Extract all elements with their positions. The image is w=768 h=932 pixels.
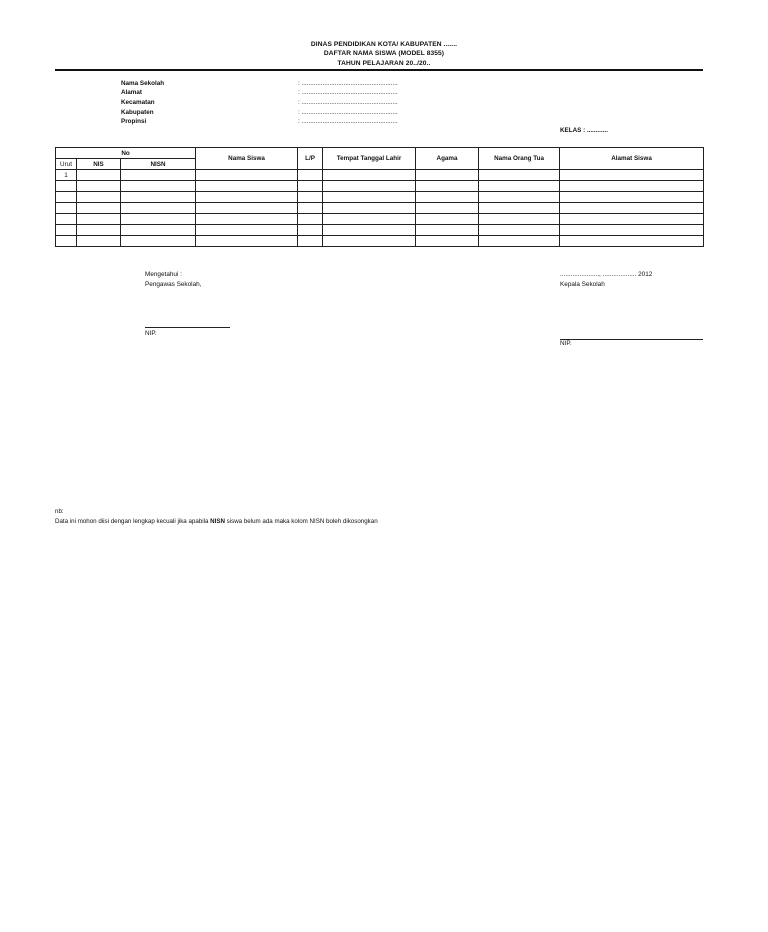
info-label-nama-sekolah: Nama Sekolah [121, 80, 165, 87]
table-cell[interactable] [479, 192, 560, 203]
col-nama-ortu: Nama Orang Tua [479, 148, 560, 170]
table-cell[interactable] [196, 192, 298, 203]
note-text-after: siswa belum ada maka kolom NISN boleh dikosongkan [224, 518, 378, 525]
table-cell[interactable] [560, 236, 704, 247]
table-cell[interactable] [121, 225, 196, 236]
col-nama-siswa: Nama Siswa [196, 148, 298, 170]
info-value-kabupaten: : ....................................................... [298, 109, 398, 116]
table-cell[interactable] [479, 170, 560, 181]
table-cell[interactable] [479, 236, 560, 247]
table-cell[interactable] [416, 236, 479, 247]
table-row[interactable] [56, 181, 704, 192]
note-text-bold: NISN [210, 518, 225, 525]
table-cell[interactable] [416, 170, 479, 181]
table-cell[interactable] [323, 225, 416, 236]
table-cell[interactable] [298, 170, 323, 181]
table-cell[interactable] [416, 203, 479, 214]
footer-left-signature-line [145, 327, 230, 328]
col-alamat: Alamat Siswa [560, 148, 704, 170]
col-urut: Urut [56, 159, 77, 170]
note-text-before: Data ini mohon diisi dengan lengkap kecuali jika apabila [55, 518, 211, 525]
header-line-3: TAHUN PELAJARAN 20../20.. [337, 60, 431, 67]
table-cell[interactable] [121, 192, 196, 203]
table-cell[interactable] [479, 203, 560, 214]
table-cell[interactable] [323, 170, 416, 181]
info-label-kecamatan: Kecamatan [121, 99, 155, 106]
kelas-label: KELAS : ............ [560, 127, 608, 134]
table-cell[interactable] [416, 181, 479, 192]
table-row[interactable] [56, 236, 704, 247]
note-label: nb: [55, 508, 64, 515]
table-cell[interactable] [56, 192, 77, 203]
table-cell[interactable] [196, 203, 298, 214]
table-cell[interactable] [323, 214, 416, 225]
table-cell[interactable] [560, 214, 704, 225]
table-cell[interactable] [77, 192, 121, 203]
table-row[interactable] [56, 214, 704, 225]
table-cell[interactable] [298, 192, 323, 203]
table-cell[interactable] [323, 181, 416, 192]
table-cell[interactable] [560, 225, 704, 236]
table-cell[interactable] [77, 203, 121, 214]
table-row[interactable] [56, 170, 704, 181]
table-cell[interactable] [196, 236, 298, 247]
table-cell[interactable] [56, 236, 77, 247]
table-cell[interactable] [77, 170, 121, 181]
info-label-alamat: Alamat [121, 89, 142, 96]
info-value-kecamatan: : ....................................................... [298, 99, 398, 106]
table-row[interactable] [56, 203, 704, 214]
table-cell[interactable] [196, 214, 298, 225]
footer-pengawas: Pengawas Sekolah, [145, 281, 202, 288]
table-cell[interactable] [56, 214, 77, 225]
footer-right-nip: NIP. [560, 340, 572, 347]
table-cell[interactable] [416, 225, 479, 236]
table-cell[interactable] [560, 170, 704, 181]
table-cell[interactable] [56, 225, 77, 236]
info-value-propinsi: : ....................................................... [298, 118, 398, 125]
table-cell[interactable] [323, 192, 416, 203]
footer-kepala-sekolah: Kepala Sekolah [560, 281, 605, 288]
header-rule [55, 69, 703, 71]
table-row[interactable] [56, 192, 704, 203]
table-header-row [56, 148, 704, 159]
table-cell[interactable] [323, 236, 416, 247]
table-cell[interactable] [560, 203, 704, 214]
info-value-nama-sekolah: : ....................................................... [298, 80, 398, 87]
table-cell[interactable] [479, 225, 560, 236]
footer-right-signature-line [560, 339, 703, 340]
table-cell[interactable] [56, 181, 77, 192]
table-cell[interactable] [56, 203, 77, 214]
header-line-1: DINAS PENDIDIKAN KOTA/ KABUPATEN ....... [310, 41, 458, 48]
table-cell[interactable] [121, 170, 196, 181]
table-cell[interactable] [77, 225, 121, 236]
table-cell[interactable] [77, 181, 121, 192]
table-cell[interactable] [298, 181, 323, 192]
info-value-alamat: : ....................................................... [298, 89, 398, 96]
student-table [55, 147, 704, 247]
table-cell[interactable] [121, 214, 196, 225]
info-label-kabupaten: Kabupaten [121, 109, 154, 116]
table-cell[interactable] [121, 236, 196, 247]
table-row[interactable] [56, 225, 704, 236]
footer-left-nip: NIP. [145, 330, 157, 337]
col-no: No [56, 148, 196, 159]
col-lp: L/P [298, 148, 323, 170]
footer-mengetahui: Mengetahui : [145, 271, 182, 278]
table-cell[interactable] [560, 181, 704, 192]
col-nisn: NISN [121, 159, 196, 170]
table-cell[interactable] [298, 203, 323, 214]
note-text [55, 518, 378, 525]
table-cell[interactable] [479, 214, 560, 225]
table-cell[interactable] [298, 214, 323, 225]
table-cell[interactable] [196, 181, 298, 192]
col-nis: NIS [77, 159, 121, 170]
table-cell[interactable] [298, 225, 323, 236]
info-label-propinsi: Propinsi [121, 118, 147, 125]
col-ttl: Tempat Tanggal Lahir [323, 148, 416, 170]
footer-date: ......................, ................... 2012 [560, 271, 653, 278]
table-cell[interactable] [121, 203, 196, 214]
table-cell[interactable] [298, 236, 323, 247]
table-cell[interactable] [416, 192, 479, 203]
table-cell[interactable] [560, 192, 704, 203]
table-cell[interactable] [77, 236, 121, 247]
table-cell[interactable] [196, 170, 298, 181]
table-cell[interactable] [196, 225, 298, 236]
table-cell[interactable] [77, 214, 121, 225]
table-cell[interactable] [479, 181, 560, 192]
header-line-2: DAFTAR NAMA SISWA (MODEL 8355) [323, 50, 445, 57]
col-agama: Agama [416, 148, 479, 170]
table-cell[interactable] [121, 181, 196, 192]
table-cell[interactable] [416, 214, 479, 225]
table-cell[interactable]: 1 [56, 170, 77, 181]
table-cell[interactable] [323, 203, 416, 214]
